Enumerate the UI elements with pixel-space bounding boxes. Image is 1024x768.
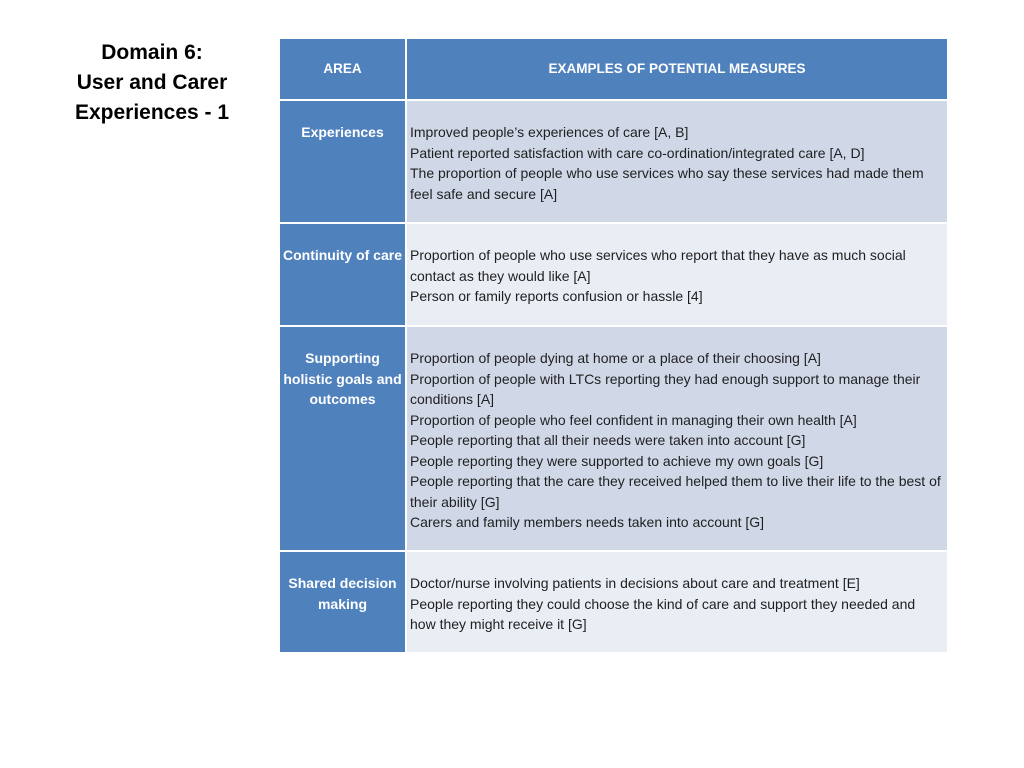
measure-item: People reporting that all their needs were taken into account [G] — [410, 432, 806, 448]
table-row — [279, 326, 948, 551]
area-cell — [279, 551, 406, 653]
measure-item: The proportion of people who use services who say these services had made them feel safe and secure [A] — [410, 165, 924, 202]
slide-title-line: Experiences - 1 — [74, 101, 230, 124]
area-label: Experiences — [301, 124, 384, 140]
table-row — [279, 100, 948, 223]
measures-table — [278, 37, 949, 654]
header-measures: EXAMPLES OF POTENTIAL MEASURES — [406, 38, 948, 100]
measures-cell — [406, 326, 948, 551]
table-header-row — [279, 38, 948, 100]
measure-item: People reporting that the care they received helped them to live their life to the best of their ability [G] — [410, 473, 941, 510]
header-area: AREA — [279, 38, 406, 100]
measure-item: People reporting they could choose the kind of care and support they needed and how they might receive it [G] — [410, 595, 916, 632]
table-row — [279, 223, 948, 326]
measure-item: People reporting they were supported to achieve my own goals [G] — [410, 452, 824, 469]
area-label: Supporting holistic goals and outcomes — [283, 350, 402, 407]
area-cell — [279, 326, 406, 551]
measures-cell — [406, 100, 948, 223]
measure-item: Carers and family members needs taken into account [G] — [410, 514, 765, 530]
area-cell — [279, 100, 406, 223]
area-label: Continuity of care — [282, 247, 402, 263]
measure-item: Proportion of people who feel confident in managing their own health [A] — [410, 411, 857, 428]
slide-title — [62, 38, 242, 128]
measure-item: Doctor/nurse involving patients in decisions about care and treatment [E] — [410, 575, 860, 591]
measures-cell — [406, 223, 948, 326]
slide-title-line: Domain 6: — [101, 41, 203, 64]
measure-item: Proportion of people dying at home or a place of their choosing [A] — [410, 350, 821, 366]
measure-item: Proportion of people with LTCs reporting they had enough support to manage their conditions [A] — [410, 370, 921, 407]
area-label: Shared decision making — [288, 575, 397, 612]
measures-cell — [406, 551, 948, 653]
measure-item: Improved people’s experiences of care [A, B] — [410, 124, 689, 140]
measure-item: Person or family reports confusion or hassle [4] — [410, 288, 703, 304]
area-cell — [279, 223, 406, 326]
table-row — [279, 551, 948, 653]
measure-item: Proportion of people who use services who report that they have as much social contact as they would like [A] — [410, 247, 906, 284]
slide-title-line: User and Carer — [76, 71, 228, 94]
measure-item: Patient reported satisfaction with care co-ordination/integrated care [A, D] — [410, 144, 865, 161]
